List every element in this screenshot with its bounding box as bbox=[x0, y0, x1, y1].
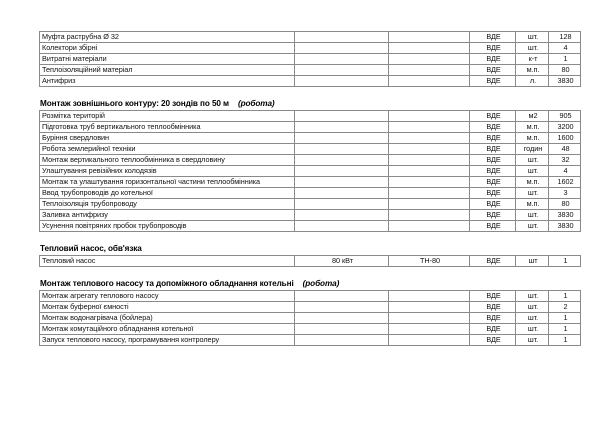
section-title bbox=[40, 278, 562, 289]
cell-qty: 1 bbox=[549, 324, 581, 335]
cell-qty: 3830 bbox=[549, 76, 581, 87]
cell-qty: 48 bbox=[549, 144, 581, 155]
cell-c bbox=[389, 155, 470, 166]
cell-supplier: ВДЕ bbox=[470, 54, 516, 65]
cell-b bbox=[295, 76, 389, 87]
cell-b bbox=[295, 291, 389, 302]
cell-name: Заливка антифризу bbox=[40, 210, 295, 221]
table-row bbox=[40, 335, 581, 346]
table-row bbox=[40, 177, 581, 188]
cell-c bbox=[389, 210, 470, 221]
table-row bbox=[40, 302, 581, 313]
cell-supplier: ВДЕ bbox=[470, 155, 516, 166]
cell-qty: 3830 bbox=[549, 210, 581, 221]
table-row bbox=[40, 210, 581, 221]
cell-name: Колектори збірні bbox=[40, 43, 295, 54]
cell-name: Монтаж вертикального теплообмінника в свердловину bbox=[40, 155, 295, 166]
table-row bbox=[40, 166, 581, 177]
cell-unit: м.п. bbox=[516, 199, 549, 210]
cell-name: Монтаж водонагрівача (бойлера) bbox=[40, 313, 295, 324]
cell-name: Монтаж агрегату теплового насосу bbox=[40, 291, 295, 302]
cell-name: Монтаж буферної ємності bbox=[40, 302, 295, 313]
cell-unit: к-т bbox=[516, 54, 549, 65]
cell-unit: шт bbox=[516, 256, 549, 267]
table-row bbox=[40, 155, 581, 166]
section-title-text: Монтаж зовнішнього контуру: 20 зондів по 50 м bbox=[40, 99, 229, 108]
table-row bbox=[40, 291, 581, 302]
cell-c bbox=[389, 335, 470, 346]
cell-supplier: ВДЕ bbox=[470, 177, 516, 188]
table-row bbox=[40, 43, 581, 54]
cell-supplier: ВДЕ bbox=[470, 32, 516, 43]
cell-b bbox=[295, 335, 389, 346]
cell-qty: 1 bbox=[549, 54, 581, 65]
cell-name: Підготовка труб вертикального теплообмінника bbox=[40, 122, 295, 133]
cell-c bbox=[389, 166, 470, 177]
cell-supplier: ВДЕ bbox=[470, 43, 516, 54]
cell-name: Теплоізоляція трубопроводу bbox=[40, 199, 295, 210]
cell-supplier: ВДЕ bbox=[470, 256, 516, 267]
cell-b bbox=[295, 133, 389, 144]
cell-supplier: ВДЕ bbox=[470, 313, 516, 324]
cell-c bbox=[389, 43, 470, 54]
cell-supplier: ВДЕ bbox=[470, 65, 516, 76]
table-row bbox=[40, 122, 581, 133]
cell-qty: 1602 bbox=[549, 177, 581, 188]
cell-qty: 2 bbox=[549, 302, 581, 313]
cell-b bbox=[295, 32, 389, 43]
section-title bbox=[40, 98, 562, 109]
cell-c bbox=[389, 144, 470, 155]
cell-unit: шт. bbox=[516, 324, 549, 335]
cell-c bbox=[389, 324, 470, 335]
estimate-section bbox=[39, 243, 568, 267]
cell-qty: 3830 bbox=[549, 221, 581, 232]
cell-supplier: ВДЕ bbox=[470, 324, 516, 335]
section-title-text: Тепловий насос, обв'язка bbox=[40, 244, 142, 253]
cell-c bbox=[389, 32, 470, 43]
cell-qty: 32 bbox=[549, 155, 581, 166]
table-row bbox=[40, 54, 581, 65]
cell-qty: 1 bbox=[549, 291, 581, 302]
cell-unit: шт. bbox=[516, 188, 549, 199]
cell-name: Ввод трубопроводів до котельної bbox=[40, 188, 295, 199]
table-row bbox=[40, 32, 581, 43]
cell-qty: 1600 bbox=[549, 133, 581, 144]
cell-qty: 1 bbox=[549, 256, 581, 267]
cell-c bbox=[389, 302, 470, 313]
cell-name: Тепловий насос bbox=[40, 256, 295, 267]
cell-unit: шт. bbox=[516, 335, 549, 346]
cell-b bbox=[295, 122, 389, 133]
cell-name: Усунення повітряних пробок трубопроводів bbox=[40, 221, 295, 232]
cell-b bbox=[295, 188, 389, 199]
cell-b bbox=[295, 324, 389, 335]
cell-b bbox=[295, 111, 389, 122]
cell-b bbox=[295, 166, 389, 177]
cell-supplier: ВДЕ bbox=[470, 199, 516, 210]
cell-b bbox=[295, 54, 389, 65]
section-title bbox=[40, 243, 562, 254]
estimate-sections bbox=[39, 31, 574, 346]
cell-b bbox=[295, 155, 389, 166]
cell-unit: шт. bbox=[516, 43, 549, 54]
table-row bbox=[40, 76, 581, 87]
cell-c bbox=[389, 188, 470, 199]
cell-qty: 905 bbox=[549, 111, 581, 122]
cell-unit: м.п. bbox=[516, 177, 549, 188]
cell-qty: 80 bbox=[549, 199, 581, 210]
cell-name: Монтаж комутаційного обладнання котельної bbox=[40, 324, 295, 335]
cell-qty: 128 bbox=[549, 32, 581, 43]
table-row bbox=[40, 111, 581, 122]
cell-c bbox=[389, 54, 470, 65]
cell-unit: шт. bbox=[516, 291, 549, 302]
cell-unit: шт. bbox=[516, 313, 549, 324]
estimate-table bbox=[39, 290, 581, 346]
cell-qty: 4 bbox=[549, 43, 581, 54]
cell-name: Муфта раструбна Ø 32 bbox=[40, 32, 295, 43]
cell-b bbox=[295, 210, 389, 221]
table-row bbox=[40, 144, 581, 155]
cell-b: 80 кВт bbox=[295, 256, 389, 267]
cell-name: Монтаж та улаштування горизонтальної частини теплообмінника bbox=[40, 177, 295, 188]
cell-qty: 80 bbox=[549, 65, 581, 76]
cell-name: Улаштування ревізійних колодязів bbox=[40, 166, 295, 177]
cell-supplier: ВДЕ bbox=[470, 221, 516, 232]
cell-qty: 3200 bbox=[549, 122, 581, 133]
table-row bbox=[40, 188, 581, 199]
cell-b bbox=[295, 43, 389, 54]
cell-c bbox=[389, 122, 470, 133]
cell-supplier: ВДЕ bbox=[470, 122, 516, 133]
cell-c bbox=[389, 133, 470, 144]
cell-b bbox=[295, 177, 389, 188]
table-row bbox=[40, 133, 581, 144]
cell-name: Витратні матеріали bbox=[40, 54, 295, 65]
cell-name: Буріння свердловин bbox=[40, 133, 295, 144]
cell-qty: 1 bbox=[549, 313, 581, 324]
cell-supplier: ВДЕ bbox=[470, 166, 516, 177]
cell-unit: шт. bbox=[516, 155, 549, 166]
cell-c bbox=[389, 291, 470, 302]
cell-unit: м.п. bbox=[516, 65, 549, 76]
section-title-text: Монтаж теплового насосу та допоміжного обладнання котельні bbox=[40, 279, 294, 288]
cell-supplier: ВДЕ bbox=[470, 188, 516, 199]
cell-name: Запуск теплового насосу, програмування контролеру bbox=[40, 335, 295, 346]
cell-unit: м.п. bbox=[516, 133, 549, 144]
section-title-note: (робота) bbox=[302, 279, 340, 288]
cell-name: Робота землерийної техніки bbox=[40, 144, 295, 155]
table-row bbox=[40, 199, 581, 210]
table-row bbox=[40, 65, 581, 76]
cell-unit: шт. bbox=[516, 210, 549, 221]
cell-b bbox=[295, 65, 389, 76]
cell-b bbox=[295, 313, 389, 324]
estimate-table bbox=[39, 31, 581, 87]
cell-supplier: ВДЕ bbox=[470, 291, 516, 302]
cell-c bbox=[389, 199, 470, 210]
cell-name: Розмітка територій bbox=[40, 111, 295, 122]
estimate-section bbox=[39, 98, 574, 232]
cell-b bbox=[295, 221, 389, 232]
estimate-section bbox=[39, 31, 574, 87]
cell-supplier: ВДЕ bbox=[470, 144, 516, 155]
cell-c bbox=[389, 177, 470, 188]
cell-unit: шт. bbox=[516, 166, 549, 177]
table-row bbox=[40, 324, 581, 335]
cell-qty: 3 bbox=[549, 188, 581, 199]
cell-supplier: ВДЕ bbox=[470, 210, 516, 221]
estimate-table bbox=[39, 255, 581, 267]
cell-supplier: ВДЕ bbox=[470, 111, 516, 122]
cell-c bbox=[389, 76, 470, 87]
table-row bbox=[40, 221, 581, 232]
cell-name: Антифриз bbox=[40, 76, 295, 87]
section-title-note: (робота) bbox=[237, 99, 275, 108]
cell-supplier: ВДЕ bbox=[470, 335, 516, 346]
table-row bbox=[40, 256, 581, 267]
cell-unit: м2 bbox=[516, 111, 549, 122]
cell-c bbox=[389, 313, 470, 324]
cell-b bbox=[295, 144, 389, 155]
cell-qty: 1 bbox=[549, 335, 581, 346]
cell-qty: 4 bbox=[549, 166, 581, 177]
cell-unit: шт. bbox=[516, 32, 549, 43]
table-row bbox=[40, 313, 581, 324]
cell-unit: л. bbox=[516, 76, 549, 87]
cell-supplier: ВДЕ bbox=[470, 76, 516, 87]
cell-c bbox=[389, 65, 470, 76]
cell-unit: шт. bbox=[516, 302, 549, 313]
cell-unit: годин bbox=[516, 144, 549, 155]
cell-unit: м.п. bbox=[516, 122, 549, 133]
cell-unit: шт. bbox=[516, 221, 549, 232]
cell-b bbox=[295, 199, 389, 210]
cell-c bbox=[389, 111, 470, 122]
cell-supplier: ВДЕ bbox=[470, 302, 516, 313]
cell-b bbox=[295, 302, 389, 313]
estimate-table bbox=[39, 110, 581, 232]
cell-name: Теплоізоляційний матеріал bbox=[40, 65, 295, 76]
cell-supplier: ВДЕ bbox=[470, 133, 516, 144]
estimate-section bbox=[39, 278, 568, 346]
cell-c: ТН-80 bbox=[389, 256, 470, 267]
cell-c bbox=[389, 221, 470, 232]
